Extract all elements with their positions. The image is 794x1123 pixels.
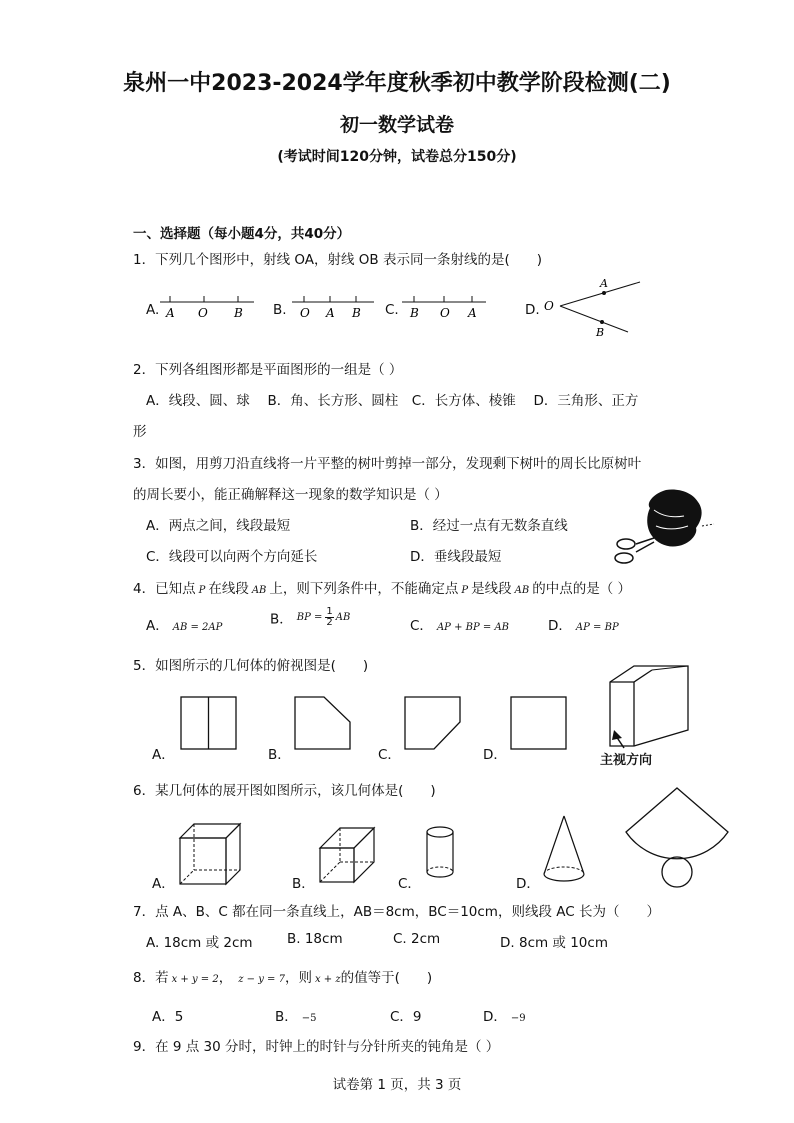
q4-option-d-expr: AP = BP	[575, 622, 619, 633]
q3-option-b: B．经过一点有无数条直线	[410, 518, 568, 534]
q8-expr-2: z − y = 7	[238, 974, 285, 985]
q1b-label-2: A	[326, 306, 335, 320]
q8-option-d-label: D．	[483, 1009, 507, 1025]
q4-option-a-label: A．	[146, 618, 169, 634]
q4-stem-part-4: 是线段	[471, 581, 512, 597]
q1b-label-3: B	[352, 306, 361, 320]
q8-stem-part-1: 8．若	[133, 970, 169, 986]
q4-stem-part-2: 在线段	[208, 581, 249, 597]
q1b-label-1: O	[300, 306, 310, 320]
q4-option-c-label: C．	[410, 618, 433, 634]
q4-segment-ab-2: AB	[514, 585, 530, 596]
exam-time-note: (考试时间120分钟，试卷总分150分)	[277, 149, 517, 165]
q4-option-b	[270, 607, 350, 628]
q4-segment-ab: AB	[251, 585, 267, 596]
q1c-label-2: O	[440, 306, 450, 320]
q8-option-a: A．5	[152, 1009, 184, 1025]
q4-stem-part-3: 上，则下列条件中，不能确定点	[269, 581, 459, 597]
q1-figure-b	[290, 292, 380, 322]
page-footer: 试卷第 1 页，共 3 页	[332, 1077, 462, 1093]
q4-option-a-expr: AB = 2AP	[172, 622, 223, 633]
q5-option-b-label: B．	[268, 747, 291, 763]
q8-option-c: C．9	[390, 1009, 422, 1025]
q1c-label-3: A	[468, 306, 477, 320]
section-heading: 一、选择题（每小题4分，共40分）	[133, 226, 351, 242]
question-2-options-wrap: 形	[133, 424, 147, 440]
q4-option-b-label: B．	[270, 611, 293, 628]
exam-title: 泉州一中2023-2024学年度秋季初中教学阶段检测(二)	[123, 71, 671, 96]
q1d-label-b: B	[596, 326, 605, 339]
q1-option-d-label: D.	[525, 302, 540, 318]
question-9-stem: 9．在 9 点 30 分时，时钟上的时针与分针所夹的钝角是（ ）	[133, 1039, 500, 1055]
q8-expr-3: x + z	[314, 974, 341, 985]
q8-separator: ，	[218, 970, 233, 986]
question-3-stem-line-1: 3．如图，用剪刀沿直线将一片平整的树叶剪掉一部分，发现剩下树叶的周长比原树叶	[133, 456, 642, 472]
q6-option-d-label: D．	[516, 876, 540, 892]
q4-option-c	[410, 614, 509, 634]
exam-subtitle: 初一数学试卷	[339, 114, 454, 136]
q4-option-b-numerator: 1	[326, 606, 333, 617]
question-6-stem: 6．某几何体的展开图如图所示，该几何体是( )	[133, 783, 436, 799]
q1a-label-3: B	[234, 306, 243, 320]
question-2-options: A．线段、圆、球 B．角、长方形、圆柱 C．长方体、棱锥 D．三角形、正方	[146, 393, 639, 409]
q4-option-b-fraction	[325, 607, 333, 628]
q6-figure-c-cylinder	[424, 824, 456, 882]
q7-option-c: C. 2cm	[393, 931, 441, 947]
q1-figure-d	[540, 274, 645, 342]
q6-figure-d-cone	[540, 814, 588, 886]
q3-leaf-scissors-figure	[606, 486, 718, 568]
q5-option-c-label: C．	[378, 747, 401, 763]
q1a-label-2: O	[198, 306, 208, 320]
q1-option-c-label: C.	[385, 302, 399, 318]
q1-figure-a	[158, 292, 258, 322]
question-2-stem: 2．下列各组图形都是平面图形的一组是（ ）	[133, 362, 403, 378]
q1d-label-o: O	[544, 299, 554, 313]
q1-option-b-label: B.	[273, 302, 287, 318]
question-5-stem: 5．如图所示的几何体的俯视图是( )	[133, 658, 369, 674]
question-8-stem	[133, 966, 432, 986]
q8-option-d-value: −9	[510, 1013, 526, 1024]
q7-option-a: A. 18cm 或 2cm	[146, 935, 253, 951]
question-4-stem	[133, 577, 631, 597]
q5-figure-b	[294, 696, 354, 752]
q8-expr-1: x + y = 2	[171, 974, 219, 985]
q5-option-a-label: A．	[152, 747, 175, 763]
q6-option-a-label: A．	[152, 876, 175, 892]
q4-option-b-denominator: 2	[326, 617, 333, 628]
q5-figure-a	[180, 696, 240, 752]
q5-figure-d	[510, 696, 570, 752]
q7-option-d: D. 8cm 或 10cm	[500, 935, 608, 951]
q7-option-b: B. 18cm	[287, 931, 343, 947]
q3-option-d: D．垂线段最短	[410, 549, 502, 565]
q5-solid-figure	[606, 662, 692, 750]
q4-stem-part-1: 4．已知点	[133, 581, 196, 597]
q8-stem-part-3: 的值等于( )	[340, 970, 433, 986]
q1a-label-1: A	[166, 306, 175, 320]
q8-option-b	[275, 1005, 317, 1025]
q5-figure-c	[404, 696, 464, 752]
q8-stem-part-2: ，则	[284, 970, 312, 986]
q6-net-figure	[624, 786, 730, 890]
q4-option-c-expr: AP + BP = AB	[436, 622, 510, 633]
q1-option-a-label: A.	[146, 302, 160, 318]
q4-point-p-2: P	[461, 585, 469, 596]
q5-front-view-label: 主视方向	[600, 753, 653, 768]
q1-figure-c	[400, 292, 492, 322]
q8-option-b-label: B．	[275, 1009, 298, 1025]
q6-figure-b-prism	[318, 826, 376, 886]
question-7-stem: 7．点 A、B、C 都在同一条直线上，AB＝8cm，BC＝10cm，则线段 AC 长为（ ）	[133, 904, 660, 920]
q4-option-d-label: D．	[548, 618, 572, 634]
q4-option-a	[146, 614, 222, 634]
q8-option-b-value: −5	[301, 1013, 317, 1024]
q3-option-a: A．两点之间，线段最短	[146, 518, 291, 534]
q6-option-b-label: B．	[292, 876, 315, 892]
q4-stem-part-5: 的中点的是（ ）	[532, 581, 632, 597]
q4-option-d	[548, 614, 619, 634]
question-3-stem-line-2: 的周长要小，能正确解释这一现象的数学知识是（ ）	[133, 487, 448, 503]
q3-option-c: C．线段可以向两个方向延长	[146, 549, 318, 565]
q8-option-d	[483, 1005, 526, 1025]
q5-option-d-label: D．	[483, 747, 507, 763]
q6-figure-a-cube	[178, 822, 244, 888]
q6-option-c-label: C．	[398, 876, 421, 892]
q1c-label-1: B	[410, 306, 419, 320]
question-1-stem: 1．下列几个图形中，射线 OA，射线 OB 表示同一条射线的是( )	[133, 252, 543, 268]
q4-option-b-pre: BP =	[296, 612, 323, 623]
q1d-label-a: A	[600, 277, 608, 290]
q4-point-p: P	[198, 585, 206, 596]
q4-option-b-post: AB	[335, 612, 351, 623]
